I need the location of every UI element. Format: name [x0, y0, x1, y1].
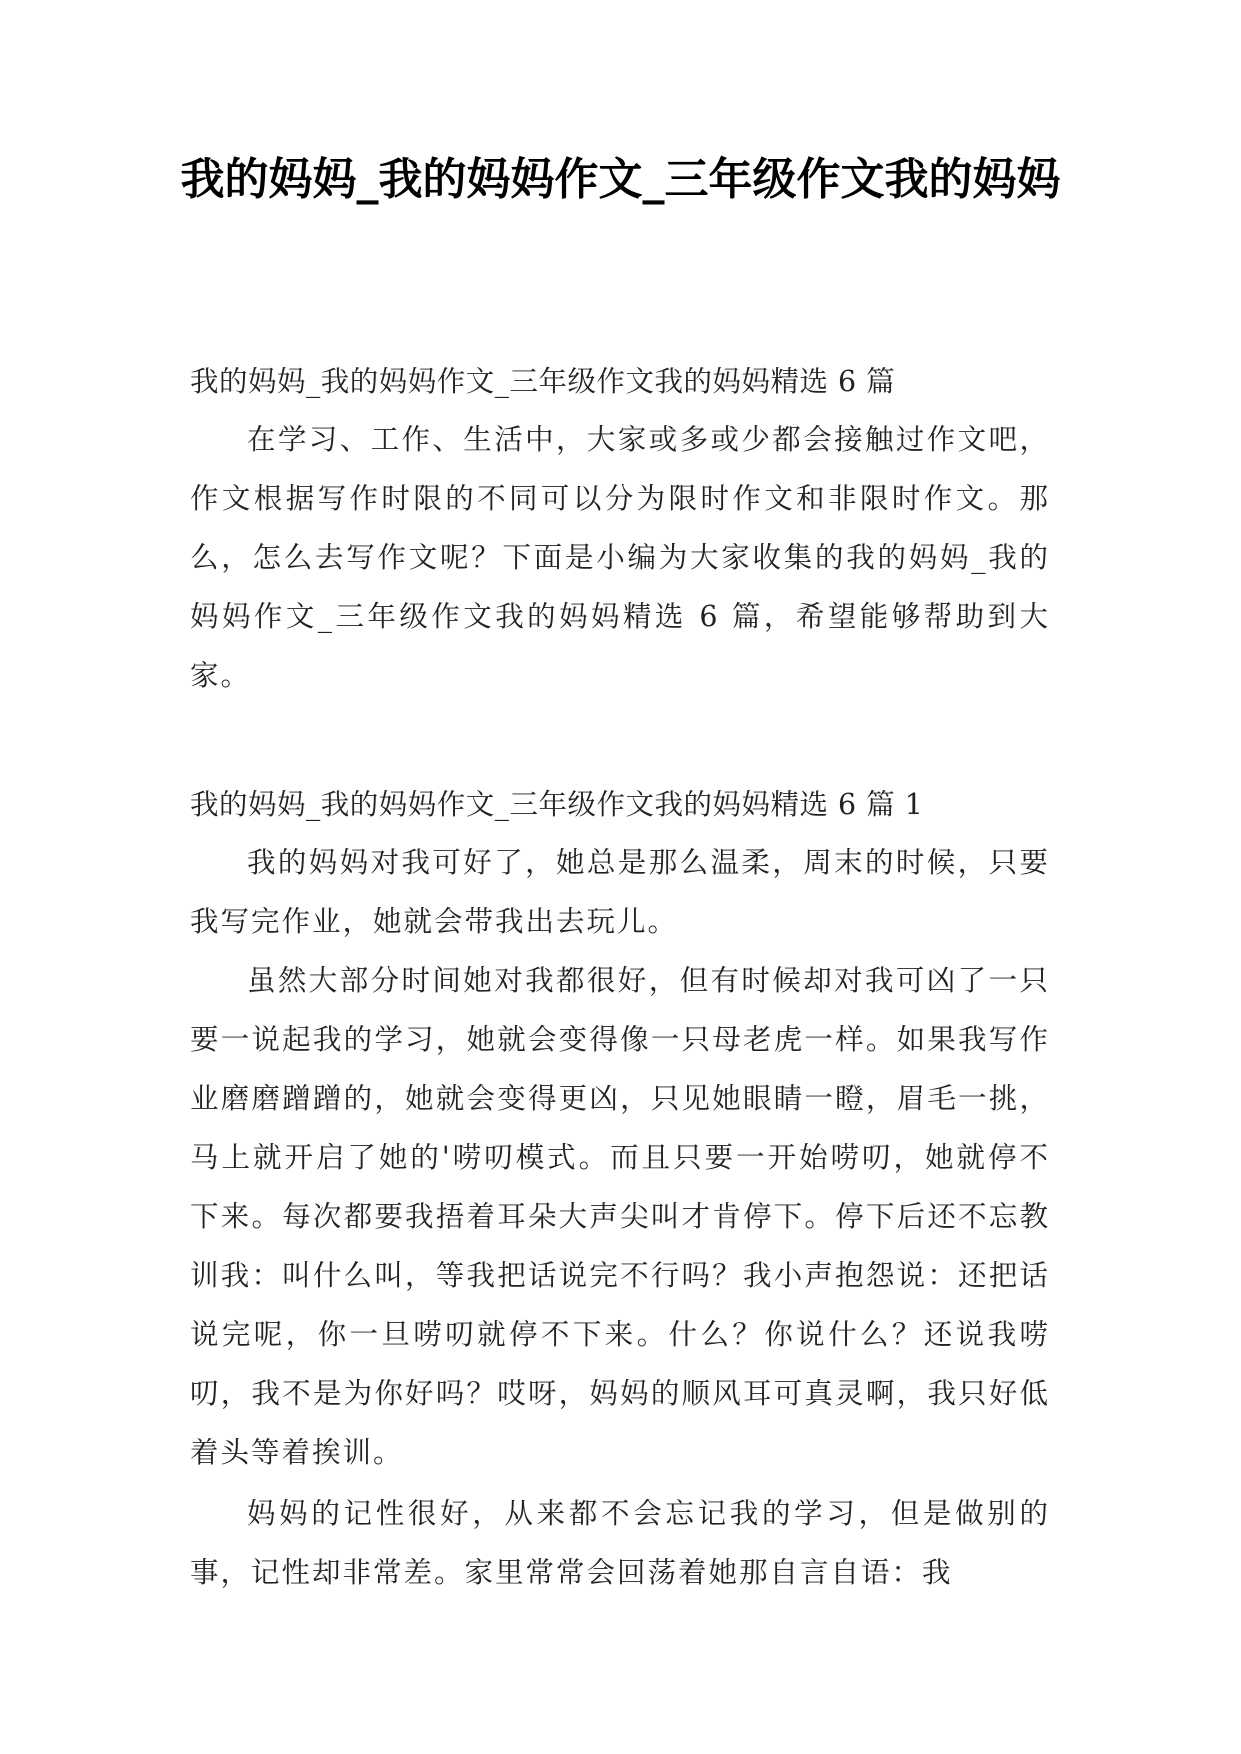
document-title: 我的妈妈_我的妈妈作文_三年级作文我的妈妈: [180, 154, 1061, 205]
section-heading: 我的妈妈_我的妈妈作文_三年级作文我的妈妈精选 6 篇 1: [190, 788, 924, 821]
intro-paragraph: 在学习、工作、生活中，大家或多或少都会接触过作文吧，作文根据写作时限的不同可以分为限时作文和非限时作文。那么，怎么去写作文呢？下面是小编为大家收集的我的妈妈_我的妈妈作文_三年级作文我的妈妈精选 6 篇，希望能够帮助到大家。: [190, 423, 1050, 692]
paragraph: 虽然大部分时间她对我都很好，但有时候却对我可凶了一只要一说起我的学习，她就会变得像一只母老虎一样。如果我写作业磨磨蹭蹭的，她就会变得更凶，只见她眼睛一瞪，眉毛一挑，马上就开启了她的'唠叨模式。而且只要一开始唠叨，她就停不下来。每次都要我捂着耳朵大声尖叫才肯停下。停下后还不忘教训我：叫什么叫，等我把话说完不行吗？我小声抱怨说：还把话说完呢，你一旦唠叨就停不下来。什么？你说什么？还说我唠叨，我不是为你好吗？哎呀，妈妈的顺风耳可真灵啊，我只好低着头等着挨训。: [190, 964, 1050, 1469]
paragraph: 妈妈的记性很好，从来都不会忘记我的学习，但是做别的事，记性却非常差。家里常常会回荡着她那自言自语：我: [190, 1497, 1050, 1589]
paragraph: 我的妈妈对我可好了，她总是那么温柔，周末的时候，只要我写完作业，她就会带我出去玩儿。: [190, 846, 1050, 938]
intro-heading: 我的妈妈_我的妈妈作文_三年级作文我的妈妈精选 6 篇: [190, 365, 896, 398]
